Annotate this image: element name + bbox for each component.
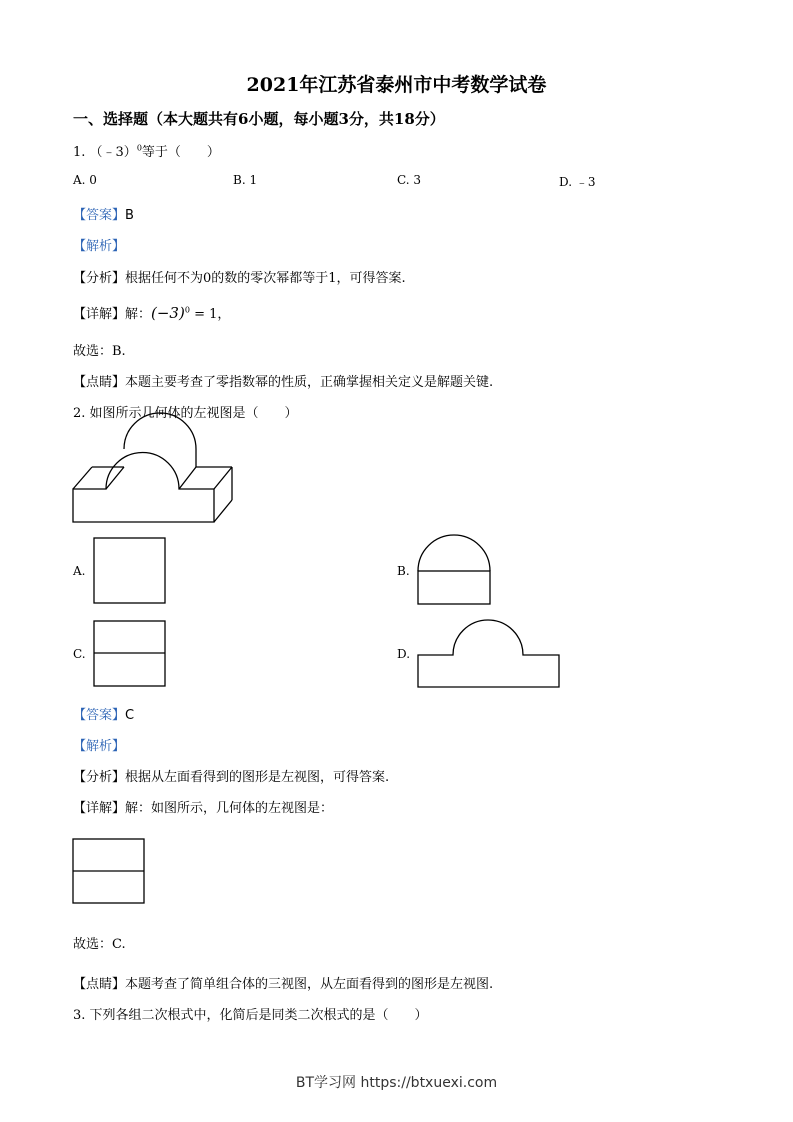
q2-stem: 2. 如图所示几何体的左视图是（ ） xyxy=(73,406,298,421)
q1-stem-base: 1. （﹣3） xyxy=(73,145,137,160)
q2-option-b-label: B. xyxy=(397,564,410,578)
q2-xiangjie: 【详解】解：如图所示，几何体的左视图是： xyxy=(73,801,334,816)
q3-stem: 3. 下列各组二次根式中，化简后是同类二次根式的是（ ） xyxy=(73,1008,428,1023)
q1-stem-tail: 等于（ ） xyxy=(141,145,220,160)
q2-answer-tag: 【答案】 xyxy=(73,708,126,723)
q1-stem-exponent: 0 xyxy=(136,143,142,153)
q2-fenxi: 【分析】根据从左面看得到的图形是左视图，可得答案. xyxy=(73,770,390,785)
q1-fenxi: 【分析】根据任何不为0的数的零次幂都等于1，可得答案. xyxy=(73,271,406,286)
footer-watermark: BT学习网 https://btxuexi.com xyxy=(295,1075,498,1091)
q1-xiangjie-label: 【详解】解： xyxy=(73,307,152,322)
q2-option-a-label: A. xyxy=(73,564,86,578)
q2-guxuan: 故选：C. xyxy=(73,937,126,952)
q1-analysis-tag: 【解析】 xyxy=(73,239,126,254)
q1-dianjing: 【点睛】本题主要考查了零指数幂的性质，正确掌握相关定义是解题关键. xyxy=(73,375,494,390)
q2-dianjing: 【点睛】本题考查了简单组合体的三视图，从左面看得到的图形是左视图. xyxy=(73,977,494,992)
q1-option-c: C. 3 xyxy=(397,173,422,187)
q2-answer-value: C xyxy=(125,708,135,723)
q1-option-d: D. ﹣3 xyxy=(559,175,596,189)
q1-answer-tag: 【答案】 xyxy=(73,208,126,223)
q2-analysis-tag: 【解析】 xyxy=(73,739,126,754)
q1-xiangjie-result: = 1， xyxy=(189,307,231,322)
section-heading: 一、选择题（本大题共有6小题，每小题3分，共18分） xyxy=(73,110,445,128)
q1-xiangjie-expr: (−3) xyxy=(151,304,185,322)
page-title: 2021年江苏省泰州市中考数学试卷 xyxy=(246,74,547,96)
q1-option-b: B. 1 xyxy=(233,173,258,187)
q1-answer-value: B xyxy=(125,208,134,223)
q2-option-d-label: D. xyxy=(397,647,411,661)
q1-xiangjie-exponent: 0 xyxy=(184,305,190,315)
q1-option-a: A. 0 xyxy=(73,173,97,187)
q1-guxuan: 故选：B. xyxy=(73,344,126,359)
q2-option-c-label: C. xyxy=(73,647,86,661)
